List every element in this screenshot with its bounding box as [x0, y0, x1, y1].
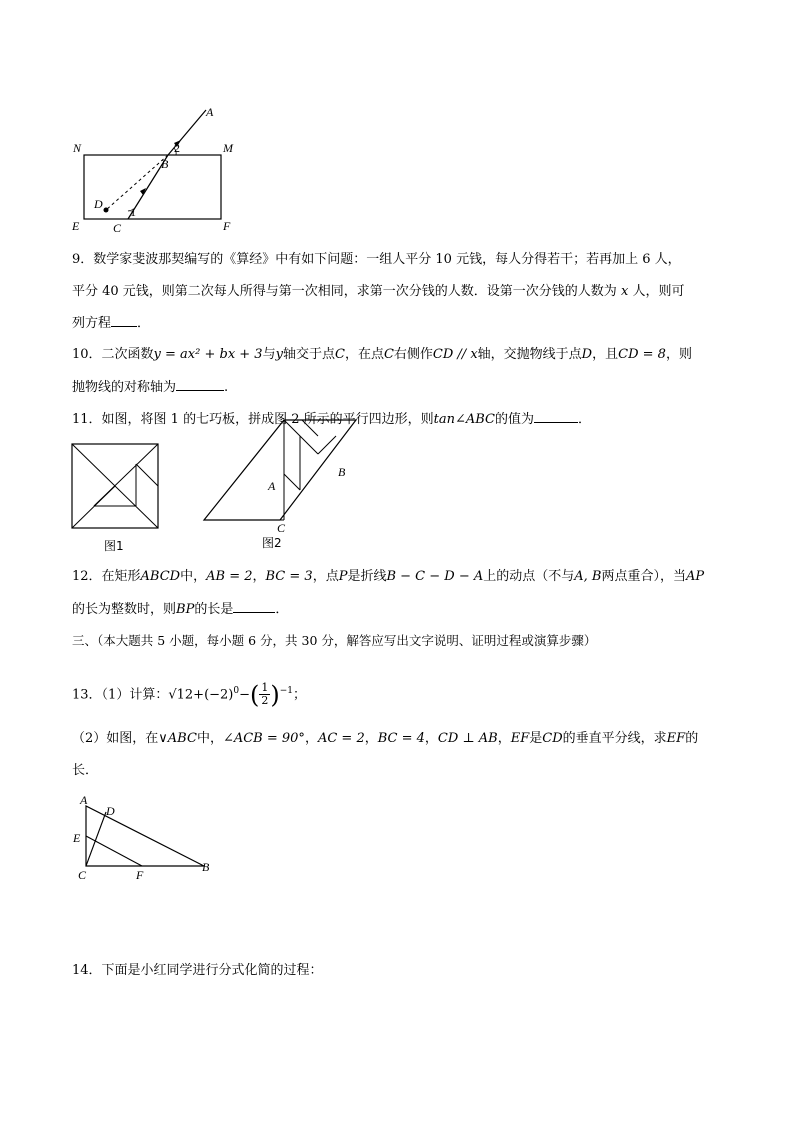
fig2-caption: 图2: [262, 536, 282, 550]
q10-var-d: D: [581, 347, 593, 362]
section3-heading: 三、（本大题共 5 小题，每小题 6 分，共 30 分，解答应写出文字说明、证明过程或演算步骤）: [72, 633, 597, 648]
tri-label-a: A: [80, 793, 88, 807]
q12-text-4: ，点: [312, 569, 339, 584]
q13-perp: CD ⊥ AB: [437, 731, 498, 746]
label-a: A: [206, 105, 214, 119]
label-b: B: [161, 157, 169, 171]
q10-formula: y = ax² + bx + 3: [153, 347, 263, 362]
q12-ab-points: A, B: [574, 569, 602, 584]
q13-line1: [72, 674, 306, 708]
q13-sqrt: √12: [168, 687, 194, 703]
q12-path: B − C − D − A: [386, 569, 484, 584]
q10-line2: [72, 378, 228, 397]
q13-text-5: 的: [685, 731, 699, 746]
label-e: E: [72, 219, 80, 233]
q13-exp-neg1: −1: [279, 686, 294, 696]
label-2: 2: [174, 141, 180, 155]
q13-line2-text-2: 中，: [196, 731, 223, 746]
tri-label-f: F: [136, 868, 144, 882]
triangle-abc: [86, 806, 204, 866]
q11-tan: tan∠ABC: [433, 412, 495, 427]
fig2-label-a: A: [268, 479, 276, 493]
q13-line3: 长．: [72, 763, 99, 778]
q13-line2: [72, 730, 698, 748]
q12-line2-text-1: 的长为整数时，则: [72, 602, 177, 617]
q10-text-8: ，则: [665, 347, 692, 362]
q13-line2-text-1: （2）如图，在: [72, 731, 159, 746]
q13-comma-1: ，: [304, 731, 318, 746]
q13-comma-2: ，: [364, 731, 378, 746]
q12-line1: [72, 568, 704, 586]
q10-text-5: 右侧作: [393, 347, 433, 362]
label-c: C: [113, 221, 122, 235]
q12-text-1: 12．在矩形: [72, 569, 141, 584]
q12-abcd: ABCD: [140, 569, 181, 584]
figure-tangram-parallelogram: [200, 416, 360, 534]
q11-text: 11．如图，将图 1 的七巧板，拼成图 2 所示的平行四边形，则: [72, 412, 434, 427]
fig2-label-b: B: [338, 465, 346, 479]
q13-bc: BC = 4: [377, 731, 425, 746]
tri-label-d: D: [106, 804, 115, 818]
q13-frac-num: 1: [261, 681, 269, 695]
q13-minus: −: [239, 687, 251, 703]
q12-end: ．: [275, 602, 289, 617]
q13-right-paren: ): [270, 680, 280, 709]
label-m: M: [223, 141, 233, 155]
segment-cd: [86, 812, 106, 866]
q9-line3: [72, 314, 150, 333]
tri-label-e: E: [73, 831, 81, 845]
label-f: F: [223, 219, 231, 233]
q12-answer-blank[interactable]: [233, 600, 275, 613]
q13-text-3: 是: [529, 731, 543, 746]
q9-line3-end: ．: [137, 316, 151, 331]
label-1: 1: [130, 205, 136, 219]
q10-text-3: 轴交于点: [282, 347, 335, 362]
q13-comma-3: ，: [424, 731, 438, 746]
q10-text-7: ，且: [592, 347, 619, 362]
q13-end: ；: [293, 687, 307, 703]
q10-text-4: ，在点: [344, 347, 384, 362]
q9-var-x: x: [620, 284, 629, 299]
point-d: [104, 208, 109, 213]
figure-tangram-square: [70, 442, 162, 532]
q10-cd-eq: CD = 8: [618, 347, 666, 362]
figure-light-rectangle: [70, 100, 250, 235]
q9-line2: [72, 283, 684, 301]
q13-ef: EF: [510, 731, 530, 746]
q13-angle: ∠ACB = 90°: [222, 731, 305, 746]
q12-var-p: P: [338, 569, 348, 584]
fig2-label-c: C: [277, 521, 286, 534]
q12-text-2: 中，: [180, 569, 207, 584]
q12-ap: AP: [686, 569, 705, 584]
q13-frac-den: 2: [261, 694, 269, 708]
q9-line1: 9．数学家斐波那契编写的《算经》中有如下问题：一组人平分 10 元钱，每人分得若干；若再加上 6 人，: [72, 252, 681, 267]
q13-neg2: (−2): [204, 687, 234, 703]
q13-exp0: 0: [233, 686, 240, 696]
q12-line2-text-2: 的长是: [194, 602, 234, 617]
q13-cd: CD: [542, 731, 563, 746]
q13-text-4: 的垂直平分线，求: [562, 731, 667, 746]
q10-answer-blank[interactable]: [176, 378, 224, 391]
q14-line: 14．下面是小红同学进行分式化简的过程：: [72, 963, 323, 978]
q12-line2: [72, 600, 288, 619]
q10-var-c: C: [334, 347, 345, 362]
q11-text-end: 的值为: [495, 412, 535, 427]
q10-line2-text: 抛物线的对称轴为: [72, 380, 177, 395]
q13-comma-4: ，: [497, 731, 511, 746]
tri-label-c: C: [78, 868, 87, 882]
q10-var-c2: C: [383, 347, 394, 362]
q13-ef2: EF: [666, 731, 686, 746]
tri-label-b: B: [202, 860, 210, 874]
q12-text-7: 两点重合），当: [601, 569, 687, 584]
fig1-caption: 图1: [104, 539, 124, 553]
q12-bp: BP: [176, 602, 195, 617]
dashed-line-bd: [106, 155, 168, 210]
q12-text-6: 上的动点（不与: [483, 569, 575, 584]
q10-line1: [72, 346, 692, 364]
q12-ab: AB = 2: [206, 569, 253, 584]
q10-line2-end: .: [224, 380, 229, 395]
segment-ef: [86, 836, 142, 866]
label-d: D: [94, 197, 103, 211]
q10-var-y: y: [275, 347, 283, 362]
q10-text-1: 10．二次函数: [72, 347, 154, 362]
label-n: N: [73, 141, 82, 155]
q11-end: ．: [578, 412, 592, 427]
q13-fraction: [259, 682, 270, 707]
q9-line3-text: 列方程: [72, 316, 112, 331]
q12-bc: BC = 3: [265, 569, 313, 584]
q9-line2-tail: 人，则可: [632, 284, 685, 299]
q12-text-3: ，: [252, 569, 266, 584]
q10-text-6: 轴，交抛物线于点: [477, 347, 582, 362]
q13-left-paren: (: [250, 680, 260, 709]
q13-triangle: ∨ABC: [158, 731, 197, 746]
figure-right-triangle: [70, 792, 220, 884]
q12-text-5: 是折线: [347, 569, 387, 584]
q11-answer-blank[interactable]: [534, 410, 578, 423]
q10-cd-parallel: CD // x: [432, 347, 478, 362]
q9-line2-text: 平分 40 元钱，则第二次每人所得与第一次相同，求第一次分钱的人数．设第一次分钱的人数为: [72, 284, 617, 299]
q13-plus: +: [193, 687, 205, 703]
q13-text-1: 13．（1）计算：: [72, 687, 169, 703]
q9-answer-blank[interactable]: [111, 314, 137, 327]
q13-ac: AC = 2: [317, 731, 365, 746]
q10-text-2: 与: [262, 347, 276, 362]
